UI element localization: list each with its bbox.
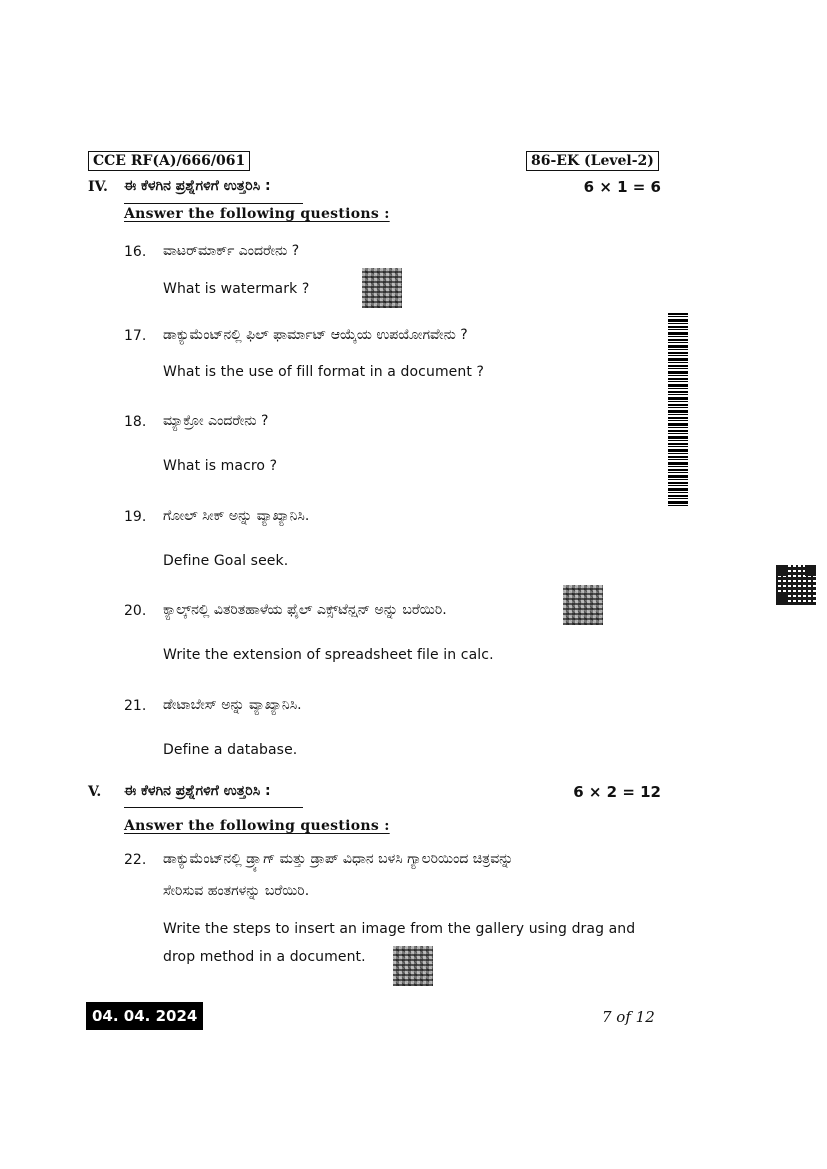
qr-code-icon <box>393 946 433 986</box>
question-text-english-line1: Write the steps to insert an image from the gallery using drag and <box>163 921 636 937</box>
qr-code-icon <box>563 585 603 625</box>
question-number: 22. <box>124 852 147 868</box>
question-number: 17. <box>124 328 147 344</box>
question-text-kannada: ಕ್ಯಾಲ್ಕ್‌ನಲ್ಲಿ ವಿತರಿತಹಾಳೆಯ ಫೈಲ್ ಎಕ್ಸ್‌ಟೆನ್ಷನ್ ಅನ್ನು ಬರೆಯಿರಿ. <box>163 602 447 618</box>
section-marks: 6 × 2 = 12 <box>573 783 661 801</box>
question-text-english: Define Goal seek. <box>163 553 289 569</box>
question-text-english: Write the extension of spreadsheet file in calc. <box>163 647 494 663</box>
question-text-kannada-line2: ಸೇರಿಸುವ ಹಂತಗಳನ್ನು ಬರೆಯಿರಿ. <box>163 883 310 899</box>
page-number: 7 of 12 <box>602 1008 655 1026</box>
section-heading-kannada: ಈ ಕೆಳಗಿನ ಪ್ರಶ್ನೆಗಳಿಗೆ ಉತ್ತರಿಸಿ : <box>124 178 271 194</box>
question-text-kannada: ಮ್ಯಾಕ್ರೋ ಎಂದರೇನು ? <box>163 413 269 429</box>
qr-code-side-icon <box>776 565 816 605</box>
heading-divider <box>124 807 303 808</box>
question-text-kannada: ವಾಟರ್‌ಮಾರ್ಕ್ ಎಂದರೇನು ? <box>163 243 300 259</box>
qr-code-icon <box>362 268 402 308</box>
section-number: IV. <box>88 179 108 195</box>
question-text-kannada: ಡೇಟಾಬೇಸ್ ಅನ್ನು ವ್ಯಾಖ್ಯಾನಿಸಿ. <box>163 697 302 713</box>
question-text-kannada: ಗೋಲ್ ಸೀಕ್ ಅನ್ನು ವ್ಯಾಖ್ಯಾನಿಸಿ. <box>163 508 310 524</box>
question-number: 16. <box>124 244 147 260</box>
section-marks: 6 × 1 = 6 <box>583 178 661 196</box>
question-text-kannada: ಡಾಕ್ಯುಮೆಂಟ್‌ನಲ್ಲಿ ಫಿಲ್ ಫಾರ್ಮಾಟ್ ಆಯ್ಕೆಯ ಉಪಯೋಗವೇನು ? <box>163 327 468 343</box>
exam-date-badge: 04. 04. 2024 <box>86 1002 203 1030</box>
question-text-english: What is the use of fill format in a document ? <box>163 364 485 380</box>
question-text-english: What is watermark ? <box>163 281 310 297</box>
section-number: V. <box>88 784 102 800</box>
paper-code-right: 86-EK (Level-2) <box>526 151 659 171</box>
question-text-english: Define a database. <box>163 742 298 758</box>
paper-code-left: CCE RF(A)/666/061 <box>88 151 250 171</box>
question-number: 19. <box>124 509 147 525</box>
question-number: 21. <box>124 698 147 714</box>
question-number: 20. <box>124 603 147 619</box>
barcode-icon <box>668 313 688 507</box>
section-heading-english: Answer the following questions : <box>124 818 390 834</box>
question-text-kannada-line1: ಡಾಕ್ಯುಮೆಂಟ್‌ನಲ್ಲಿ ಡ್ರ್ಯಾಗ್ ಮತ್ತು ಡ್ರಾಪ್ ವಿಧಾನ ಬಳಸಿ ಗ್ಯಾಲರಿಯಿಂದ ಚಿತ್ರವನ್ನು <box>163 851 514 867</box>
question-text-english-line2: drop method in a document. <box>163 949 366 965</box>
section-heading-kannada: ಈ ಕೆಳಗಿನ ಪ್ರಶ್ನೆಗಳಿಗೆ ಉತ್ತರಿಸಿ : <box>124 783 271 799</box>
question-text-english: What is macro ? <box>163 458 278 474</box>
heading-divider <box>124 203 303 204</box>
section-heading-english: Answer the following questions : <box>124 206 390 222</box>
question-number: 18. <box>124 414 147 430</box>
